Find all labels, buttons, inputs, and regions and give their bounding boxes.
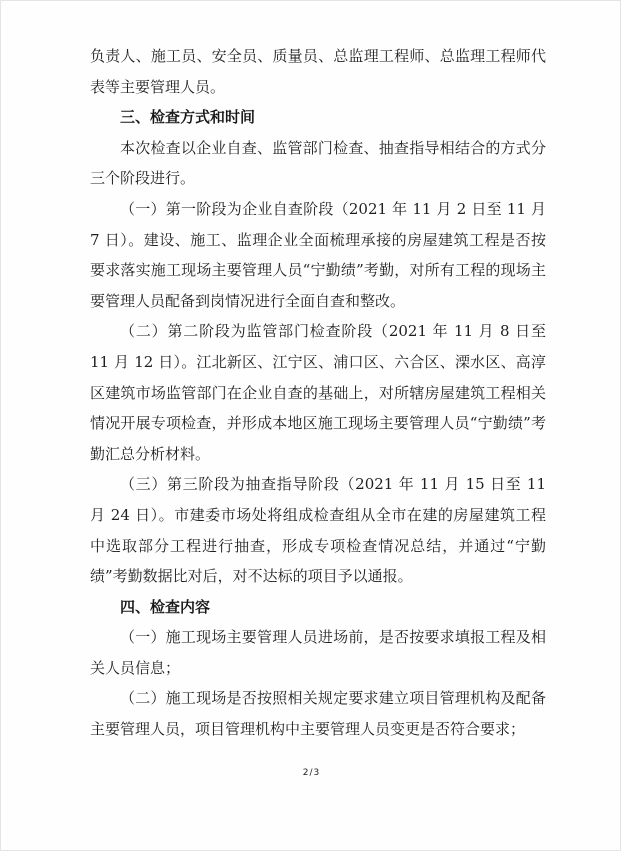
paragraph-inspection-overview: 本次检查以企业自查、监管部门检查、抽查指导相结合的方式分三个阶段进行。 <box>90 138 546 188</box>
paragraph-stage-one: （一）第一阶段为企业自查阶段（2021 年 11 月 2 日至 11 月 7 日）。建设、施工、监理企业全面梳理承接的房屋建筑工程是否按要求落实施工现场主要管理人员“宁勤绩”考勤，对所有工程的现场主要管理人员配备到岗情况进行全面自查和整改。 <box>90 199 546 310</box>
section-heading-inspection-method: 三、检查方式和时间 <box>120 108 256 127</box>
paragraph-stage-three: （三）第三阶段为抽查指导阶段（2021 年 11 月 15 日至 11 月 24 日）。市建委市场处将组成检查组从全市在建的房屋建筑工程中选取部分工程进行抽查，形成专项检查情况总结，并通过“宁勤绩”考勤数据比对后，对不达标的项目予以通报。 <box>90 475 546 586</box>
page-number: 2/3 <box>302 768 321 778</box>
document-body <box>90 41 546 745</box>
paragraph-content-item-one: （一）施工现场主要管理人员进场前，是否按要求填报工程及相关人员信息； <box>90 628 546 677</box>
section-heading-inspection-content: 四、检查内容 <box>120 597 211 616</box>
paragraph-personnel-list: 负责人、施工员、安全员、质量员、总监理工程师、总监理工程师代表等主要管理人员。 <box>90 47 546 96</box>
paragraph-content-item-two: （二）施工现场是否按照相关规定要求建立项目管理机构及配备主要管理人员，项目管理机构中主要管理人员变更是否符合要求； <box>90 689 546 739</box>
paragraph-stage-two: （二）第二阶段为监管部门检查阶段（2021 年 11 月 8 日至 11 月 12 日）。江北新区、江宁区、浦口区、六合区、溧水区、高淳区建筑市场监管部门在企业自查的基础上，对所辖房屋建筑工程相关情况开展专项检查，并形成本地区施工现场主要管理人员“宁勤绩”考勤汇总分析材料。 <box>90 322 546 463</box>
